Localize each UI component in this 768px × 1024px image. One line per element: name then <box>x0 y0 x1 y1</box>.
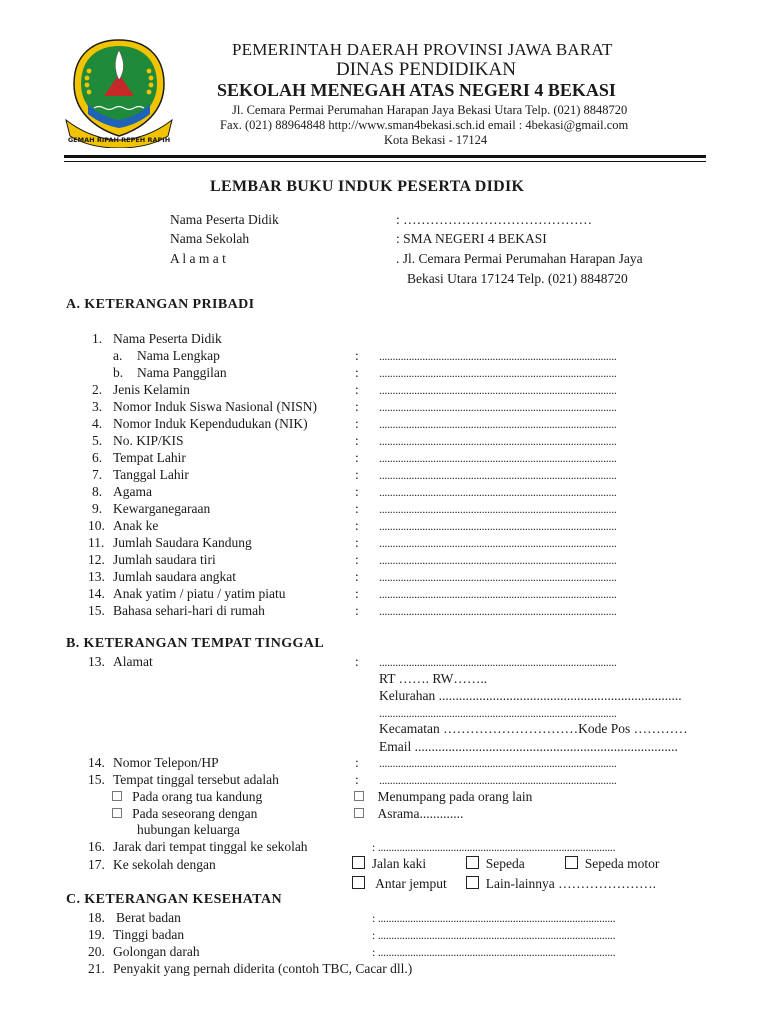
rt-rw-field[interactable]: RT ……. RW…….. <box>379 671 488 686</box>
section-a-item-field[interactable]: ........................................................................................ <box>379 434 617 448</box>
section-a-item-colon: : <box>355 501 359 516</box>
section-a-item-colon: : <box>355 484 359 499</box>
header-city-line: Kota Bekasi - 17124 <box>384 133 488 147</box>
kecamatan-kodepos-field[interactable]: Kecamatan …………………………Kode Pos ………… <box>379 721 688 736</box>
section-a-item-field[interactable]: ........................................................................................ <box>379 604 617 618</box>
blood-type-field[interactable]: : ........................................................................................ <box>372 945 616 959</box>
phone-field[interactable]: ........................................................................................ <box>379 756 617 770</box>
residence-dorm-label: Asrama............. <box>377 806 464 821</box>
section-a-item-field[interactable]: ........................................................................................ <box>379 468 617 482</box>
section-a-item-label: No. KIP/KIS <box>113 433 184 448</box>
height-field[interactable]: : ........................................................................................ <box>372 928 616 942</box>
residence-lodging-label: Menumpang pada orang lain <box>377 789 533 804</box>
kelurahan-field[interactable]: Kelurahan ........................................................................ <box>379 688 682 703</box>
transport-other-checkbox[interactable] <box>466 876 479 889</box>
disease-history-label: Penyakit yang pernah diderita (contoh TBC, Cacar dll.) <box>113 961 413 976</box>
west-java-emblem-logo <box>64 36 174 148</box>
section-a-item-number: 11. <box>88 535 105 550</box>
alamat-number: 13. <box>88 654 105 669</box>
section-a-item-colon: : <box>355 416 359 431</box>
residence-label: Tempat tinggal tersebut adalah <box>113 772 279 787</box>
section-a-item-label: Tempat Lahir <box>113 450 186 465</box>
section-a-item-number: 12. <box>88 552 105 567</box>
distance-field[interactable]: : ........................................................................................ <box>372 840 616 854</box>
residence-relative-label: Pada seseorang dengan <box>132 806 258 821</box>
residence-option-lodging[interactable] <box>354 789 532 805</box>
section-a-item-colon: : <box>355 382 359 397</box>
section-a-item-number: 6. <box>92 450 103 465</box>
residence-lodging-checkbox[interactable] <box>354 791 364 801</box>
header-government-line: PEMERINTAH DAERAH PROVINSI JAWA BARAT <box>232 40 613 59</box>
section-a-item-colon: : <box>355 569 359 584</box>
section-a-item-label: Nama Peserta Didik <box>113 331 222 346</box>
weight-label: Berat badan <box>116 910 181 925</box>
header-divider-thin <box>64 161 706 162</box>
section-a-item-field[interactable]: ........................................................................................ <box>379 553 617 567</box>
section-a-item-colon: : <box>355 586 359 601</box>
section-a-item-number: 13. <box>88 569 105 584</box>
residence-parents-checkbox[interactable] <box>112 791 122 801</box>
residence-number: 15. <box>88 772 105 787</box>
disease-history-number: 21. <box>88 961 105 976</box>
transport-option-motorcycle[interactable] <box>565 856 659 872</box>
header-school-name: SEKOLAH MENEGAH ATAS NEGERI 4 BEKASI <box>217 80 616 100</box>
alamat-field[interactable]: ........................................................................................ <box>379 655 617 669</box>
transport-walk-checkbox[interactable] <box>352 856 365 869</box>
section-a-item-colon: : <box>355 399 359 414</box>
residence-dorm-checkbox[interactable] <box>354 808 364 818</box>
section-a-item-label: Anak yatim / piatu / yatim piatu <box>113 586 286 601</box>
distance-number: 16. <box>88 839 105 854</box>
section-a-item-number: 14. <box>88 586 105 601</box>
section-a-item-number: 3. <box>92 399 103 414</box>
residence-parents-label: Pada orang tua kandung <box>132 789 263 804</box>
transport-option-bicycle[interactable] <box>466 856 525 872</box>
summary-address-value-2: Bekasi Utara 17124 Telp. (021) 8848720 <box>407 271 628 286</box>
height-number: 19. <box>88 927 105 942</box>
transport-motorcycle-checkbox[interactable] <box>565 856 578 869</box>
header-department-line: DINAS PENDIDIKAN <box>336 59 516 80</box>
section-a-item-number: 1. <box>92 331 103 346</box>
alamat-extra-field[interactable]: ........................................................................................ <box>379 706 617 720</box>
residence-option-relative[interactable] <box>112 806 257 822</box>
section-a-item-field[interactable]: ........................................................................................ <box>379 519 617 533</box>
section-a-item-field[interactable]: ........................................................................................ <box>379 400 617 414</box>
header-address-line: Jl. Cemara Permai Perumahan Harapan Jaya Bekasi Utara Telp. (021) 8848720 <box>232 103 628 117</box>
section-a-item-field[interactable]: ........................................................................................ <box>379 383 617 397</box>
section-a-item-field[interactable]: ........................................................................................ <box>379 485 617 499</box>
section-a-item-label: Nomor Induk Siswa Nasional (NISN) <box>113 399 317 414</box>
phone-number: 14. <box>88 755 105 770</box>
section-a-item-field[interactable]: ........................................................................................ <box>379 366 617 380</box>
summary-name-label: Nama Peserta Didik <box>170 212 279 227</box>
section-a-item-label: Anak ke <box>113 518 159 533</box>
section-a-item-number: 5. <box>92 433 103 448</box>
height-label: Tinggi badan <box>113 927 185 942</box>
phone-colon: : <box>355 755 359 770</box>
section-a-item-number: a. <box>113 348 123 363</box>
section-a-item-colon: : <box>355 433 359 448</box>
email-field[interactable]: Email .............................................................................. <box>379 739 678 754</box>
section-a-item-colon: : <box>355 348 359 363</box>
section-a-item-label: Jumlah saudara tiri <box>113 552 216 567</box>
transport-label: Ke sekolah dengan <box>113 857 216 872</box>
section-a-title: A. KETERANGAN PRIBADI <box>66 297 255 312</box>
section-a-item-colon: : <box>355 518 359 533</box>
transport-number: 17. <box>88 857 105 872</box>
transport-option-shuttle[interactable] <box>352 876 447 892</box>
section-a-item-field[interactable]: ........................................................................................ <box>379 502 617 516</box>
alamat-colon: : <box>355 654 359 669</box>
section-a-item-number: 10. <box>88 518 105 533</box>
section-a-item-number: 8. <box>92 484 103 499</box>
section-a-item-colon: : <box>355 535 359 550</box>
summary-address-label: A l a m a t <box>170 251 226 266</box>
section-a-item-label: Nama Lengkap <box>137 348 220 363</box>
residence-colon: : <box>355 772 359 787</box>
section-a-item-label: Bahasa sehari-hari di rumah <box>113 603 265 618</box>
section-c-title: C. KETERANGAN KESEHATAN <box>66 892 282 907</box>
blood-type-number: 20. <box>88 944 105 959</box>
summary-name-value: : …………………………………… <box>396 212 593 227</box>
section-a-item-label: Kewarganegaraan <box>113 501 211 516</box>
residence-field[interactable]: ........................................................................................ <box>379 773 617 787</box>
transport-option-walk[interactable] <box>352 856 426 872</box>
transport-shuttle-checkbox[interactable] <box>352 876 365 889</box>
document-title: LEMBAR BUKU INDUK PESERTA DIDIK <box>210 178 525 195</box>
section-a-item-field[interactable]: ........................................................................................ <box>379 451 617 465</box>
section-a-item-field[interactable]: ........................................................................................ <box>379 349 617 363</box>
header-contact-line: Fax. (021) 88964848 http://www.sman4bekasi.sch.id email : 4bekasi@gmail.com <box>220 118 629 132</box>
summary-school-label: Nama Sekolah <box>170 231 250 246</box>
alamat-label: Alamat <box>113 654 153 669</box>
phone-label: Nomor Telepon/HP <box>113 755 219 770</box>
svg-text:GEMAH RIPAH REPEH RAPIH: GEMAH RIPAH REPEH RAPIH <box>67 136 171 144</box>
section-a-item-number: 9. <box>92 501 103 516</box>
weight-field[interactable]: : ........................................................................................ <box>372 911 616 925</box>
section-a-item-colon: : <box>355 467 359 482</box>
transport-bicycle-label: Sepeda <box>485 856 525 871</box>
transport-bicycle-checkbox[interactable] <box>466 856 479 869</box>
summary-school-value: : SMA NEGERI 4 BEKASI <box>396 231 547 246</box>
section-b-title: B. KETERANGAN TEMPAT TINGGAL <box>66 636 325 651</box>
transport-shuttle-label: Antar jemput <box>375 876 447 891</box>
transport-other-label: Lain-lainnya …………………. <box>485 876 656 891</box>
section-a-item-number: 7. <box>92 467 103 482</box>
section-a-item-number: b. <box>113 365 124 380</box>
summary-address-value-1: . Jl. Cemara Permai Perumahan Harapan Jaya <box>396 251 643 266</box>
section-a-item-colon: : <box>355 365 359 380</box>
section-a-item-field[interactable]: ........................................................................................ <box>379 570 617 584</box>
section-a-item-label: Jumlah Saudara Kandung <box>113 535 252 550</box>
section-a-item-field[interactable]: ........................................................................................ <box>379 587 617 601</box>
transport-motorcycle-label: Sepeda motor <box>584 856 660 871</box>
section-a-item-number: 2. <box>92 382 103 397</box>
section-a-item-number: 4. <box>92 416 103 431</box>
section-a-item-number: 15. <box>88 603 105 618</box>
transport-option-other[interactable] <box>466 876 656 892</box>
section-a-item-colon: : <box>355 552 359 567</box>
blood-type-label: Golongan darah <box>113 944 200 959</box>
residence-option-parents[interactable] <box>112 789 262 805</box>
residence-relative-checkbox[interactable] <box>112 808 122 818</box>
section-a-item-label: Tanggal Lahir <box>113 467 189 482</box>
header-divider-thick <box>64 155 706 158</box>
distance-label: Jarak dari tempat tinggal ke sekolah <box>113 839 308 854</box>
residence-option-dorm[interactable] <box>354 806 463 822</box>
section-a-item-field[interactable]: ........................................................................................ <box>379 417 617 431</box>
weight-number: 18. <box>88 910 105 925</box>
section-a-item-colon: : <box>355 450 359 465</box>
section-a-item-field[interactable]: ........................................................................................ <box>379 536 617 550</box>
section-a-item-label: Agama <box>113 484 152 499</box>
transport-walk-label: Jalan kaki <box>371 856 427 871</box>
residence-relative-label-2: hubungan keluarga <box>137 822 240 837</box>
section-a-item-label: Nomor Induk Kependudukan (NIK) <box>113 416 308 431</box>
section-a-item-colon: : <box>355 603 359 618</box>
section-a-item-label: Jenis Kelamin <box>113 382 190 397</box>
section-a-item-label: Nama Panggilan <box>137 365 227 380</box>
section-a-item-label: Jumlah saudara angkat <box>113 569 236 584</box>
